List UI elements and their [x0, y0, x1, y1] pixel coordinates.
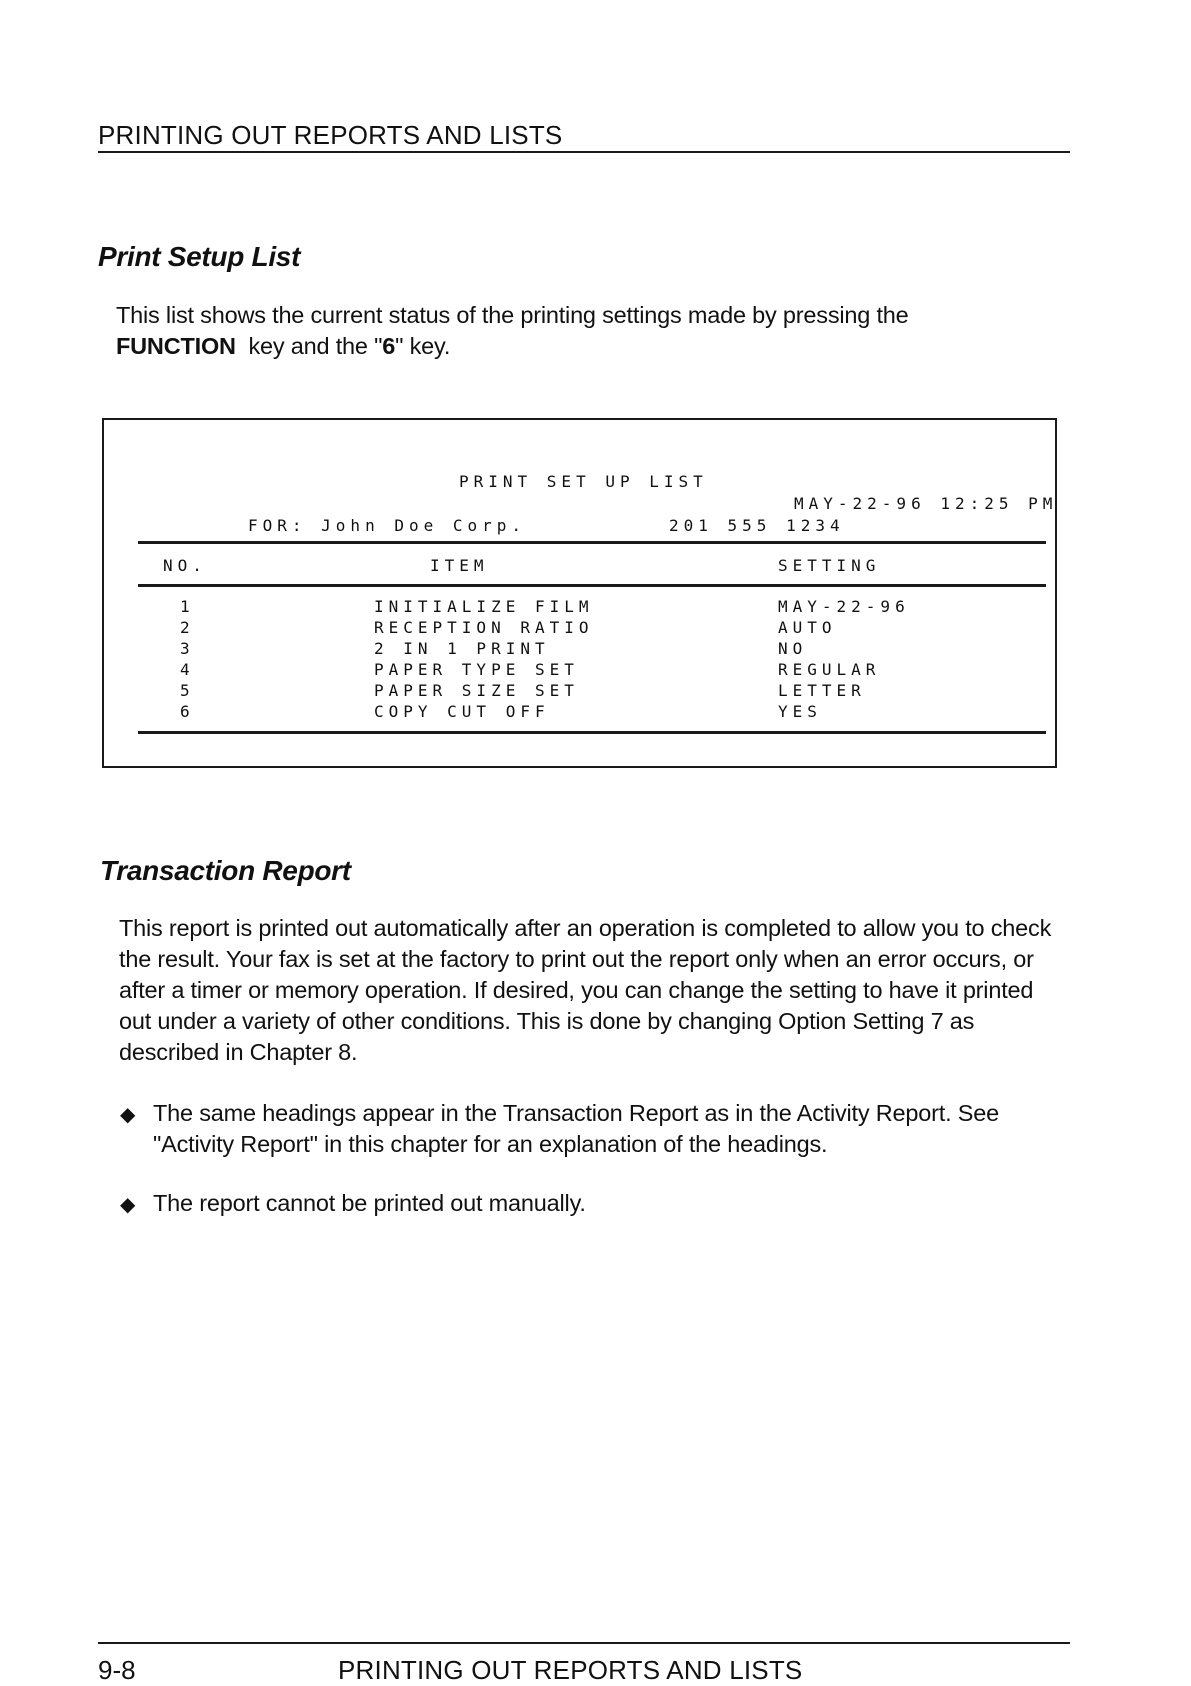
report-datetime: MAY-22-96 12:25 PM: [794, 494, 1058, 513]
column-header-item: ITEM: [430, 556, 489, 575]
bullet-item: [120, 1098, 1060, 1168]
row-item: PAPER SIZE SET: [374, 681, 579, 700]
transaction-report-paragraph: This report is printed out automatically after an operation is completed to allow you to check the result. Your fax is set at the factory to print out the report only when an error occurs, or after a timer or memory operation. If desired, you can change the setting to have it printed out under a variety of other conditions. This is done by changing Option Setting 7 as described in Chapter 8.: [119, 915, 1052, 1065]
table-row: [180, 618, 1040, 639]
table-row: [180, 681, 1040, 702]
row-item: PAPER TYPE SET: [374, 660, 579, 679]
footer-title: PRINTING OUT REPORTS AND LISTS: [338, 1655, 803, 1685]
row-no: 1: [180, 597, 195, 616]
row-setting: MAY-22-96: [778, 597, 910, 616]
page-number: 9-8: [98, 1655, 136, 1685]
function-key-label: FUNCTION: [116, 333, 236, 359]
report-rule-bottom: [138, 731, 1046, 734]
transaction-report-heading: Transaction Report: [100, 855, 351, 886]
column-header-no: NO.: [163, 556, 207, 575]
row-item: INITIALIZE FILM: [374, 597, 594, 616]
table-row: [180, 660, 1040, 681]
column-header-setting: SETTING: [778, 556, 881, 575]
row-no: 6: [180, 702, 195, 721]
report-rule-top: [138, 541, 1046, 544]
row-no: 2: [180, 618, 195, 637]
row-setting: YES: [778, 702, 822, 721]
row-setting: REGULAR: [778, 660, 881, 679]
print-setup-intro: [116, 300, 1016, 362]
report-for-line: FOR: John Doe Corp.: [248, 516, 527, 535]
row-item: RECEPTION RATIO: [374, 618, 594, 637]
report-phone: 201 555 1234: [669, 516, 845, 535]
bullet-text: The report cannot be printed out manually.: [153, 1190, 586, 1216]
footer-divider: [98, 1642, 1070, 1644]
six-key-label: 6: [382, 333, 396, 359]
row-item: COPY CUT OFF: [374, 702, 550, 721]
row-setting: NO: [778, 639, 808, 658]
diamond-bullet-icon: ◆: [120, 1104, 136, 1126]
row-item: 2 IN 1 PRINT: [374, 639, 550, 658]
print-setup-heading: Print Setup List: [98, 241, 301, 272]
diamond-bullet-icon: ◆: [120, 1194, 136, 1216]
table-row: [180, 597, 1040, 618]
row-setting: LETTER: [778, 681, 866, 700]
report-rule-header: [138, 584, 1046, 587]
intro-text-1: This list shows the current status of the printing settings made by pressing the: [116, 302, 909, 328]
row-no: 3: [180, 639, 195, 658]
intro-text-2: key and the ": [235, 333, 383, 359]
page-header-title: PRINTING OUT REPORTS AND LISTS: [98, 120, 563, 150]
intro-text-3: " key.: [395, 333, 451, 359]
table-row: [180, 639, 1040, 660]
report-title: PRINT SET UP LIST: [459, 472, 708, 491]
bullet-item: [120, 1188, 1060, 1223]
bullet-text: The same headings appear in the Transaction Report as in the Activity Report. See "Activity Report" in this chapter for an explanation of the headings.: [153, 1100, 999, 1157]
row-no: 4: [180, 660, 195, 679]
header-divider: [98, 151, 1070, 153]
report-rows: [180, 597, 1040, 727]
row-no: 5: [180, 681, 195, 700]
table-row: [180, 702, 1040, 723]
row-setting: AUTO: [778, 618, 837, 637]
